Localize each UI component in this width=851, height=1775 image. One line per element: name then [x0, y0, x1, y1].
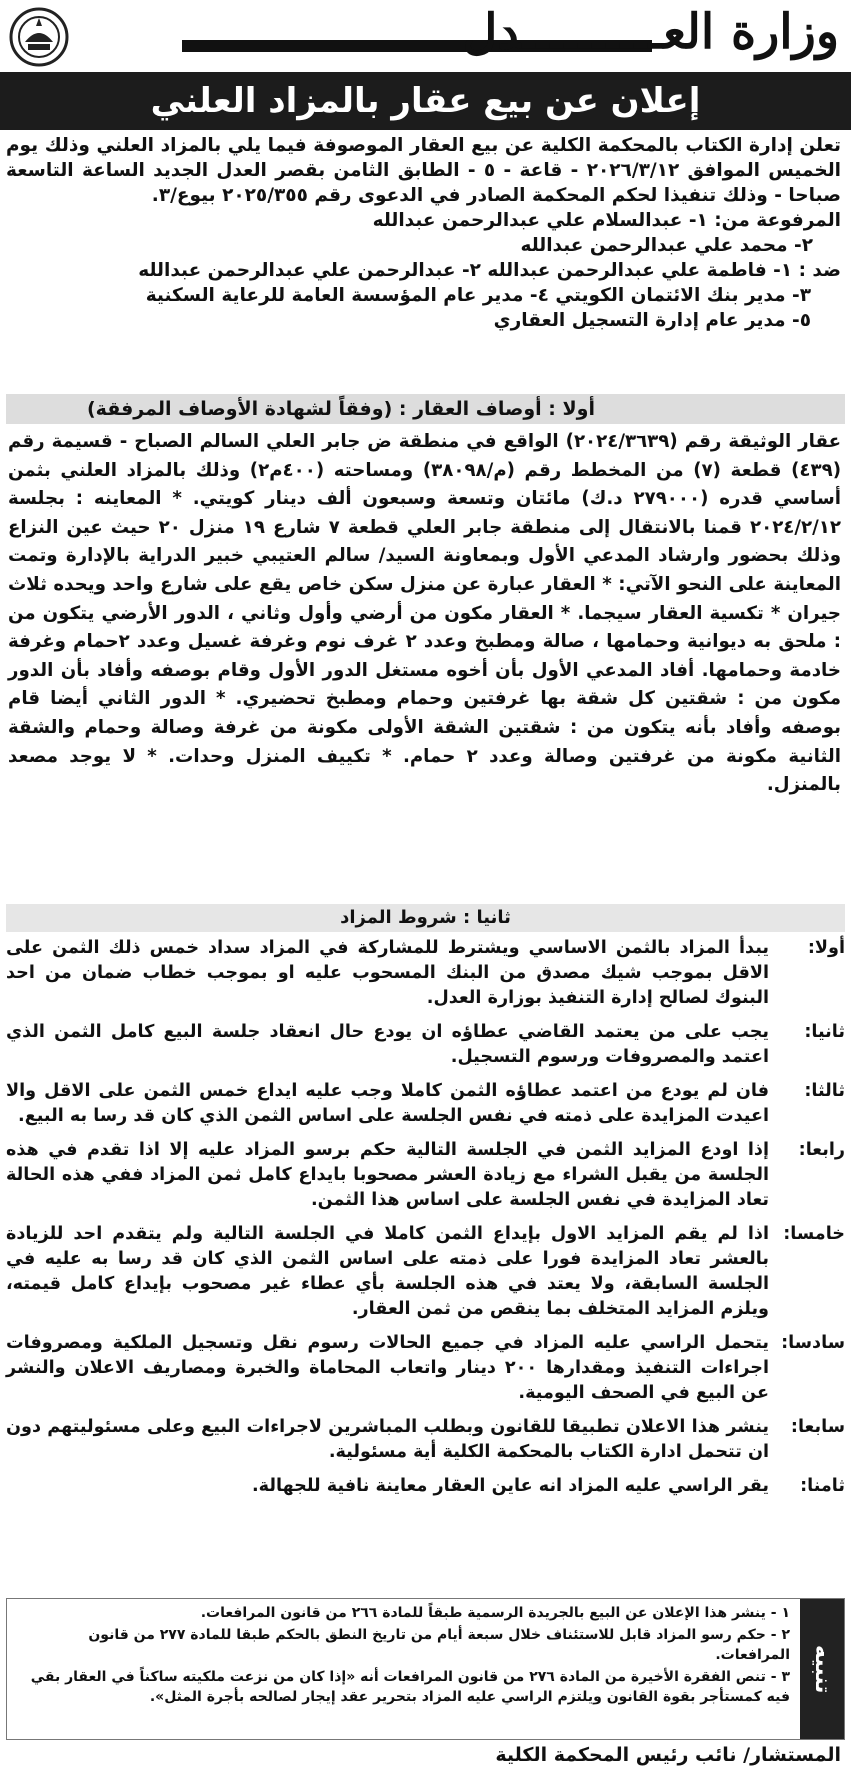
term-text: فان لم يودع من اعتمد عطاؤه الثمن كاملا وجب عليه ايداع خمس الثمن على الاقل والا اعيدت المزايدة على ذمته في نفس الجلسة على اساس الثمن الذي كان قد رسا به البيع.	[6, 1081, 769, 1126]
auction-terms	[6, 936, 845, 1508]
term-label: سادسا:	[781, 1333, 845, 1353]
ministry-name: وزارة العــــــــــدل	[462, 4, 839, 60]
term-item	[6, 1474, 845, 1499]
term-item	[6, 1138, 845, 1213]
term-item	[6, 1079, 845, 1129]
notice-box	[6, 1598, 845, 1740]
notice-item: ١ - ينشر هذا الإعلان عن البيع بالجريدة الرسمية طبقاً للمادة ٢٦٦ من قانون المرافعات.	[200, 1605, 790, 1621]
term-label: ثامنا:	[800, 1476, 845, 1496]
term-label: رابعا:	[798, 1140, 845, 1160]
property-description-heading: أولا : أوصاف العقار : (وفقاً لشهادة الأوصاف المرفقة)	[6, 394, 845, 424]
term-label: ثانيا:	[804, 1022, 845, 1042]
auction-terms-heading: ثانيا : شروط المزاد	[6, 904, 845, 932]
intro-paragraph: تعلن إدارة الكتاب بالمحكمة الكلية عن بيع العقار الموصوفة فيما يلي بالمزاد العلني وذلك يوم الخميس الموافق ٢٠٢٦/٣/١٢ - قاعة - ٥ - الطابق الثامن بقصر العدل الجديد الساعة التاسعة صباحا - وذلك تنفيذا لحكم المحكمة الصادر في الدعوى رقم ٢٠٢٥/٣٥٥ بيوع/٣.	[6, 135, 842, 206]
term-text: يتحمل الراسي عليه المزاد في جميع الحالات رسوم نقل وتسجيل الملكية ومصروفات اجراءات التنفيذ ومقدارها ٢٠٠ دينار واتعاب المحاماة والخبرة ومصاريف الاعلان والنشر عن البيع في الصحف اليومية.	[6, 1333, 769, 1403]
term-text: ينشر هذا الاعلان تطبيقا للقانون وبطلب المباشرين لاجراءات البيع وعلى مسئوليتهم دون ان تتحمل ادارة الكتاب بالمحكمة الكلية أية مسئولية.	[6, 1417, 769, 1462]
term-text: اذا لم يقم المزايد الاول بإيداع الثمن كاملا في الجلسة التالية ولم يتقدم احد للزيادة بالعشر تعاد المزايدة فورا على ذمته على اساس الثمن الذي كان قد رسا به عليه في الجلسة السابقة، ولا يعتد في هذه الجلسة بأي عطاء غير مصحوب بإيداع كامل قيمته، ويلزم المزايد المتخلف بما ينقص من ثمن العقار.	[6, 1224, 769, 1319]
notice-list	[11, 1603, 790, 1709]
intro-section	[6, 133, 841, 333]
term-label: ثالثا:	[804, 1081, 845, 1101]
term-text: يجب على من يعتمد القاضي عطاؤه ان يودع حال انعقاد جلسة البيع كامل الثمن الذي اعتمد والمصروفات ورسوم التسجيل.	[6, 1022, 769, 1067]
term-label: سابعا:	[790, 1417, 845, 1437]
defendants-2: ٣- مدير بنك الائتمان الكويتي ٤- مدير عام المؤسسة العامة للرعاية السكنية	[145, 285, 811, 306]
announcement-title: إعلان عن بيع عقار بالمزاد العلني	[0, 72, 851, 130]
masthead	[0, 0, 851, 72]
notice-tab: تنبيه	[800, 1599, 844, 1739]
defendants: ضد : ١- فاطمة علي عبدالرحمن عبدالله ٢- عبدالرحمن علي عبدالرحمن عبدالله	[138, 260, 841, 281]
term-item	[6, 1222, 845, 1322]
plaintiffs: المرفوعة من: ١- عبدالسلام علي عبدالرحمن عبدالله	[372, 210, 841, 231]
plaintiff-2: ٢- محمد علي عبدالرحمن عبدالله	[520, 235, 813, 256]
term-item	[6, 1331, 845, 1406]
term-item	[6, 1020, 845, 1070]
kuwait-emblem-icon	[8, 4, 70, 70]
property-description: عقار الوثيقة رقم (٢٠٢٤/٣٦٣٩) الواقع في منطقة ض جابر العلي السالم الصباح - قسيمة رقم (٤٣٩) قطعة (٧) من المخطط رقم (م/٣٨٠٩٨) ومساحته (٤٠٠م٢) وذلك بالمزاد العلني بثمن أساسي قدره (٢٧٩٠٠٠ د.ك) مائتان وتسعة وسبعون ألف دينار كويتي. * المعاينه : بجلسة ٢٠٢٤/٢/١٢ قمنا بالانتقال إلى منطقة جابر العلي قطعة ٧ شارع ١٩ منزل ٢٠ حيث عين النزاع وذلك بحضور وارشاد المدعي الأول وبمعاونة السيد/ سالم العتيبي خبير الدراية بالإدارة وتمت المعاينة على النحو الآتي: * العقار عبارة عن منزل سكن خاص يقع على شارع واحد ويحده ثلاث جيران * تكسية العقار سيجما. * العقار مكون من أرضي وأول وثاني ، الدور الأرضي يتكون من : ملحق به ديوانية وحمامها ، صالة ومطبخ وعدد ٢ غرف نوم وغرفة غسيل وعدد ٢حمام وغرفة خادمة وحمامها. أفاد المدعي الأول بأن أخوه مستغل الدور الأول وقام بوصفه وأفاد بأن الدور مكون من : شقتين كل شقة بها غرفتين وحمام ومطبخ تحضيري. * الدور الثاني أيضا قام بوصفه وأفاد بأنه يتكون من : شقتين الشقة الأولى مكونة من غرفة وصالة وحمام والشقة الثانية مكونة من غرفتين وصالة وعدد ٢ حمام. * تكييف المنزل وحدات. * لا يوجد مصعد بالمنزل.	[8, 431, 842, 796]
notice-item: ٣ - تنص الفقرة الأخيرة من المادة ٢٧٦ من قانون المرافعات أنه «إذا كان من نزعت ملكيته ساكناً في العقار بقي فيه كمستأجر بقوة القانون ويلتزم الراسي عليه المزاد بتحرير عقد إيجار لصالحه بأجرة المثل».	[30, 1669, 790, 1705]
term-text: يبدأ المزاد بالثمن الاساسي ويشترط للمشاركة في المزاد سداد خمس ذلك الثمن على الاقل بموجب شيك مصدق من البنك المسحوب عليه او بموجب خطاب ضمان من احد البنوك لصالح إدارة التنفيذ بوزارة العدل.	[6, 938, 769, 1008]
term-label: خامسا:	[783, 1224, 845, 1244]
defendants-3: ٥- مدير عام إدارة التسجيل العقاري	[493, 310, 811, 331]
term-text: إذا اودع المزايد الثمن في الجلسة التالية حكم برسو المزاد عليه إلا اذا تقدم في هذه الجلسة من يقبل الشراء مع زيادة العشر مصحوبا بايداع كامل ثمن المزاد ففي هذه الحالة تعاد المزايدة في نفس الجلسة على اساس هذا الثمن.	[6, 1140, 769, 1210]
term-text: يقر الراسي عليه المزاد انه عاين العقار معاينة نافية للجهالة.	[252, 1476, 769, 1496]
term-item	[6, 936, 845, 1011]
term-label: أولا:	[807, 938, 845, 958]
term-item	[6, 1415, 845, 1465]
signature: المستشار/ نائب رئيس المحكمة الكلية	[495, 1744, 841, 1766]
notice-item: ٢ - حكم رسو المزاد قابل للاستئناف خلال سبعة أيام من تاريخ النطق بالحكم طبقا للمادة ٢٧٧ من قانون المرافعات.	[88, 1627, 790, 1663]
